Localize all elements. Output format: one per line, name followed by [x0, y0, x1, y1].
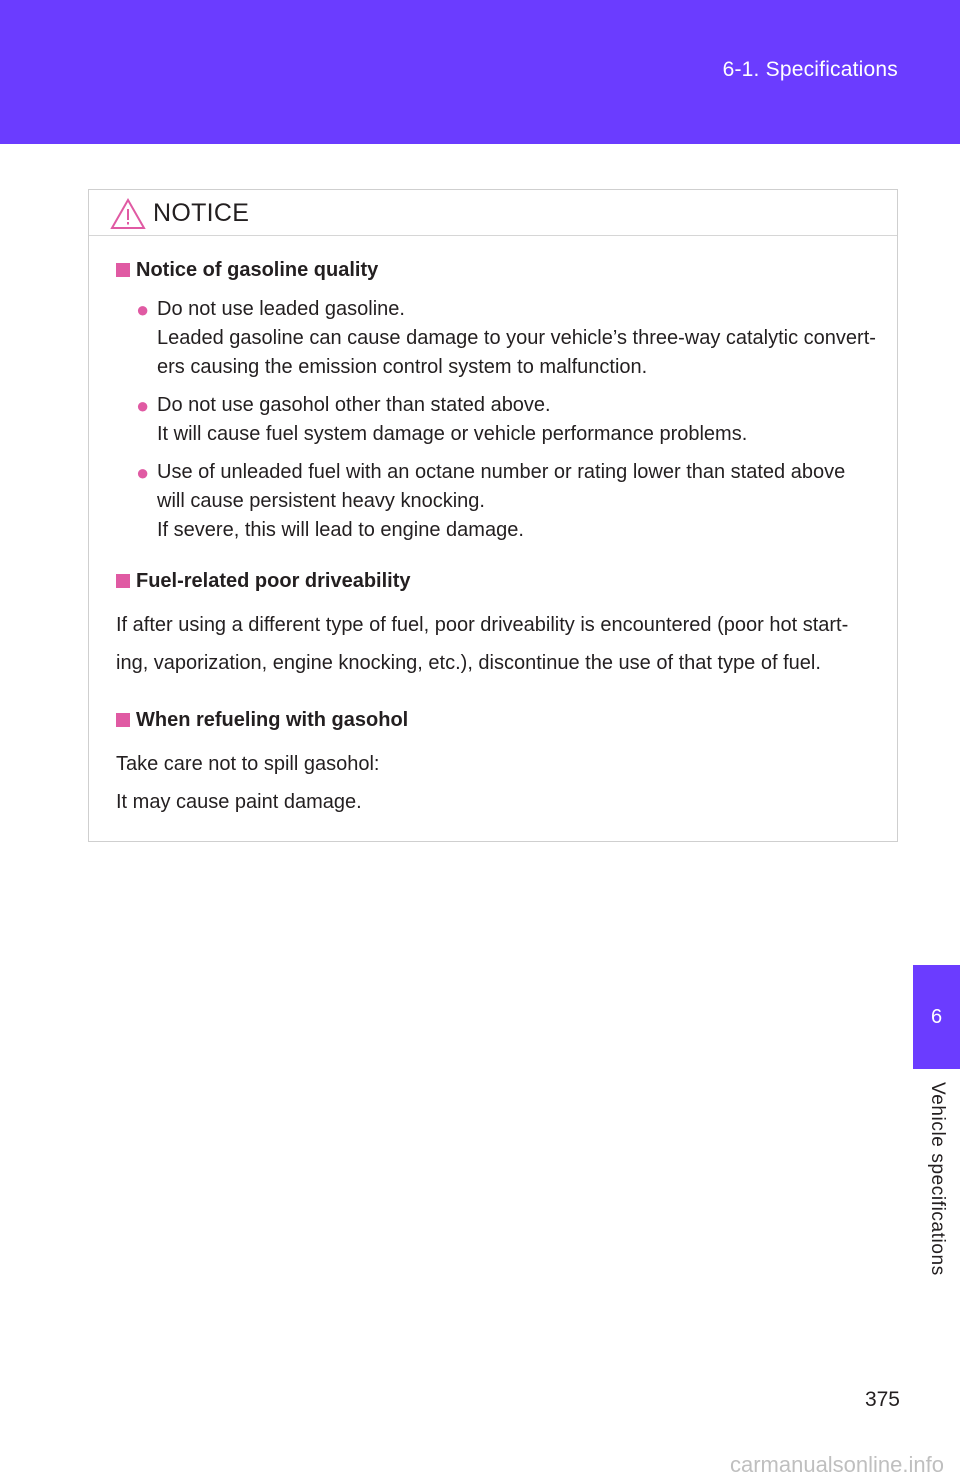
square-bullet-icon: [116, 713, 130, 727]
circle-bullet-icon: ●: [136, 297, 150, 322]
bullet-line: It will cause fuel system damage or vehicle performance problems.: [157, 423, 748, 445]
square-bullet-icon: [116, 263, 130, 277]
section-heading: Fuel-related poor driveability: [136, 570, 411, 592]
list-item: [136, 458, 887, 545]
section-refueling-gasohol: [116, 706, 887, 821]
section-heading: Notice of gasoline quality: [136, 259, 379, 281]
section-gasoline-quality: [116, 256, 887, 545]
square-bullet-icon: [116, 574, 130, 588]
notice-box: [88, 189, 898, 842]
section-heading: When refueling with gasohol: [136, 709, 409, 731]
notice-title: NOTICE: [153, 199, 250, 227]
page-number: 375: [864, 1388, 900, 1411]
paragraph-line: It may cause paint damage.: [116, 791, 362, 813]
notice-header: [89, 190, 897, 236]
notice-body: [89, 236, 897, 821]
chapter-number: 6: [930, 1005, 943, 1028]
paragraph-line: Take care not to spill gasohol:: [116, 753, 380, 775]
bullet-line: Do not use gasohol other than stated above.: [157, 394, 551, 416]
section-poor-driveability: [116, 567, 887, 682]
chapter-tab: [913, 965, 960, 1069]
circle-bullet-icon: ●: [136, 393, 150, 418]
bullet-line: ers causing the emission control system to malfunction.: [157, 356, 648, 378]
chapter-label: Vehicle specifications: [927, 1082, 948, 1276]
bullet-line: Leaded gasoline can cause damage to your vehicle’s three-way catalytic convert-: [157, 327, 876, 349]
warning-triangle-icon: [110, 198, 146, 230]
list-item: [136, 391, 887, 449]
section-title: 6-1. Specifications: [722, 58, 898, 81]
watermark: carmanualsonline.info: [729, 1452, 944, 1477]
bullet-line: Do not use leaded gasoline.: [157, 298, 405, 320]
paragraph-line: ing, vaporization, engine knocking, etc.), discontinue the use of that type of fuel.: [116, 652, 821, 674]
bullet-line: If severe, this will lead to engine damage.: [157, 519, 524, 541]
chapter-header-bar: [0, 0, 960, 144]
bullet-line: Use of unleaded fuel with an octane number or rating lower than stated above: [157, 461, 846, 483]
circle-bullet-icon: ●: [136, 460, 150, 485]
list-item: [136, 295, 887, 382]
bullet-line: will cause persistent heavy knocking.: [157, 490, 485, 512]
paragraph-line: If after using a different type of fuel, poor driveability is encountered (poor hot start-: [116, 614, 849, 636]
